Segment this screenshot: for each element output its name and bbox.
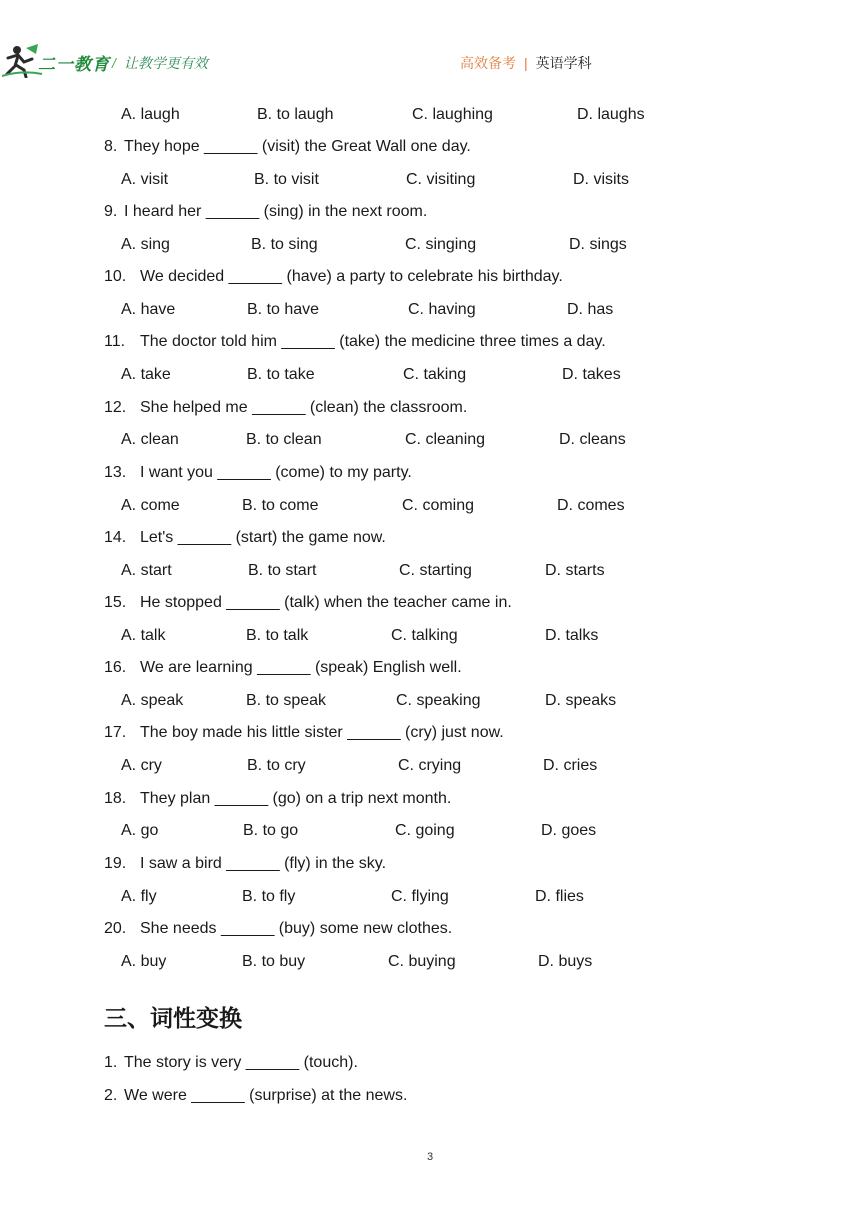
question-number: 12.	[104, 399, 127, 416]
option-a: A. sing	[121, 236, 170, 253]
tagline-separator: |	[524, 55, 528, 71]
question-number: 17.	[104, 724, 127, 741]
option-b: B. to fly	[242, 888, 296, 905]
option-a: A. come	[121, 497, 180, 514]
option-b: B. to come	[242, 497, 319, 514]
question-number: 18.	[104, 790, 127, 807]
question-stem: She helped me ______ (clean) the classroom.	[140, 399, 468, 416]
question-stem: She needs ______ (buy) some new clothes.	[140, 920, 453, 937]
option-c: C. singing	[405, 236, 477, 253]
option-a: A. go	[121, 822, 159, 839]
question-number: 16.	[104, 659, 127, 676]
option-d: D. takes	[562, 366, 621, 383]
option-b: B. to clean	[246, 431, 322, 448]
option-d: D. comes	[557, 497, 625, 514]
question-stem: We decided ______ (have) a party to celebrate his birthday.	[140, 268, 563, 285]
option-c: C. buying	[388, 953, 456, 970]
section-heading: 三、词性变换	[104, 1006, 242, 1032]
option-a: A. visit	[121, 171, 169, 188]
question-number: 10.	[104, 268, 127, 285]
option-a: A. have	[121, 301, 176, 318]
option-a: A. buy	[121, 953, 167, 970]
option-c: C. going	[395, 822, 455, 839]
logo-text: 二一教育	[38, 55, 110, 74]
option-a: A. laugh	[121, 106, 180, 123]
question-stem: I heard her ______ (sing) in the next room.	[124, 203, 428, 220]
question-number: 14.	[104, 529, 127, 546]
option-c: C. laughing	[412, 106, 493, 123]
option-b: B. to cry	[247, 757, 306, 774]
option-b: B. to visit	[254, 171, 319, 188]
option-b: B. to speak	[246, 692, 327, 709]
option-d: D. laughs	[577, 106, 645, 123]
option-c: C. speaking	[396, 692, 481, 709]
option-b: B. to buy	[242, 953, 306, 970]
question-number: 19.	[104, 855, 127, 872]
slogan-text: 让教学更有效	[123, 55, 208, 71]
question-stem: The story is very ______ (touch).	[124, 1054, 358, 1071]
option-c: C. having	[408, 301, 476, 318]
question-stem: He stopped ______ (talk) when the teacher came in.	[140, 594, 512, 611]
option-b: B. to start	[248, 562, 317, 579]
option-b: B. to have	[247, 301, 320, 318]
option-a: A. cry	[121, 757, 162, 774]
option-c: C. flying	[391, 888, 449, 905]
question-stem: The boy made his little sister ______ (cry) just now.	[140, 724, 504, 741]
option-d: D. has	[567, 301, 614, 318]
option-b: B. to laugh	[257, 106, 334, 123]
option-d: D. sings	[569, 236, 627, 253]
question-number: 13.	[104, 464, 127, 481]
option-d: D. talks	[545, 627, 599, 644]
option-d: D. cleans	[559, 431, 626, 448]
question-number: 11.	[104, 333, 126, 350]
question-number: 2.	[104, 1087, 118, 1104]
option-c: C. taking	[403, 366, 467, 383]
option-a: A. talk	[121, 627, 166, 644]
option-c: C. coming	[402, 497, 475, 514]
option-a: A. fly	[121, 888, 157, 905]
option-b: B. to go	[243, 822, 299, 839]
option-d: D. visits	[573, 171, 629, 188]
question-number: 15.	[104, 594, 127, 611]
question-number: 20.	[104, 920, 127, 937]
question-stem: I want you ______ (come) to my party.	[140, 464, 412, 481]
question-number: 9.	[104, 203, 118, 220]
option-c: C. visiting	[406, 171, 476, 188]
option-d: D. speaks	[545, 692, 617, 709]
option-a: A. start	[121, 562, 172, 579]
option-d: D. buys	[538, 953, 593, 970]
option-a: A. speak	[121, 692, 184, 709]
option-b: B. to talk	[246, 627, 309, 644]
question-stem: I saw a bird ______ (fly) in the sky.	[140, 855, 387, 872]
option-b: B. to take	[247, 366, 315, 383]
question-stem: The doctor told him ______ (take) the medicine three times a day.	[140, 333, 606, 350]
question-number: 8.	[104, 138, 118, 155]
option-d: D. goes	[541, 822, 597, 839]
option-a: A. take	[121, 366, 171, 383]
question-stem: We were ______ (surprise) at the news.	[124, 1087, 408, 1104]
page-number: 3	[426, 1151, 434, 1163]
option-c: C. talking	[391, 627, 458, 644]
option-a: A. clean	[121, 431, 179, 448]
option-d: D. starts	[545, 562, 605, 579]
question-number: 1.	[104, 1054, 118, 1071]
question-stem: We are learning ______ (speak) English well.	[140, 659, 462, 676]
question-stem: Let's ______ (start) the game now.	[140, 529, 386, 546]
question-stem: They plan ______ (go) on a trip next month.	[140, 790, 452, 807]
option-d: D. cries	[543, 757, 598, 774]
option-c: C. starting	[399, 562, 472, 579]
option-c: C. cleaning	[405, 431, 486, 448]
option-d: D. flies	[535, 888, 584, 905]
option-b: B. to sing	[251, 236, 318, 253]
option-c: C. crying	[398, 757, 462, 774]
tagline-subject: 英语学科	[535, 55, 592, 71]
question-stem: They hope ______ (visit) the Great Wall one day.	[124, 138, 471, 155]
slogan-slash: /	[112, 55, 116, 71]
tagline-exam: 高效备考	[460, 55, 516, 71]
